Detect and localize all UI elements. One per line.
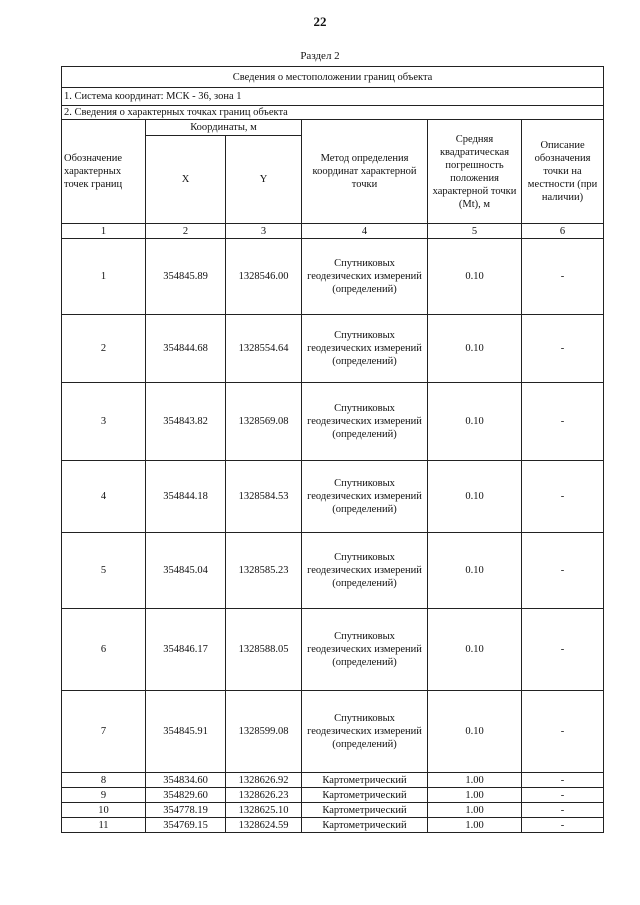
column-number: 1 [62,224,146,239]
method: Спутниковых геодезических измерений (определений) [302,239,428,315]
header-designation: Обозначение характерных точек границ [62,120,146,224]
description: - [522,461,604,533]
error: 1.00 [428,788,522,803]
description: - [522,773,604,788]
coord-y: 1328546.00 [226,239,302,315]
coord-y: 1328554.64 [226,315,302,383]
error: 0.10 [428,691,522,773]
error: 0.10 [428,383,522,461]
description: - [522,239,604,315]
description: - [522,533,604,609]
coord-y: 1328588.05 [226,609,302,691]
coord-x: 354844.68 [146,315,226,383]
column-numbers-row [62,224,604,239]
method: Картометрический [302,803,428,818]
description: - [522,818,604,833]
point-number: 9 [62,788,146,803]
header-x: X [146,136,226,224]
point-number: 8 [62,773,146,788]
method: Спутниковых геодезических измерений (определений) [302,383,428,461]
table-row [62,818,604,833]
coord-y: 1328585.23 [226,533,302,609]
points-heading: 2. Сведения о характерных точках границ объекта [62,106,604,120]
header-coordinates: Координаты, м [146,120,302,136]
table-row [62,773,604,788]
coord-y: 1328626.23 [226,788,302,803]
coord-x: 354845.91 [146,691,226,773]
coord-x: 354769.15 [146,818,226,833]
section-label: Раздел 2 [300,50,340,62]
table-row [62,383,604,461]
coord-y: 1328599.08 [226,691,302,773]
point-number: 1 [62,239,146,315]
description: - [522,315,604,383]
coord-y: 1328626.92 [226,773,302,788]
coord-x: 354843.82 [146,383,226,461]
page-number: 22 [313,14,327,29]
method: Картометрический [302,773,428,788]
column-number: 2 [146,224,226,239]
method: Спутниковых геодезических измерений (определений) [302,461,428,533]
point-number: 7 [62,691,146,773]
coord-x: 354845.89 [146,239,226,315]
coord-x: 354844.18 [146,461,226,533]
error: 0.10 [428,533,522,609]
coord-x: 354845.04 [146,533,226,609]
method: Спутниковых геодезических измерений (определений) [302,533,428,609]
boundary-points-table [61,66,604,833]
point-number: 4 [62,461,146,533]
table-row [62,803,604,818]
table-row [62,691,604,773]
column-number: 3 [226,224,302,239]
method: Картометрический [302,788,428,803]
error: 1.00 [428,818,522,833]
table-row [62,533,604,609]
error: 0.10 [428,239,522,315]
table-row [62,461,604,533]
header-error: Средняя квадратическая погрешность положения характерной точки (Mt), м [428,120,522,224]
table-title: Сведения о местоположении границ объекта [62,67,604,88]
header-method: Метод определения координат характерной точки [302,120,428,224]
point-number: 10 [62,803,146,818]
point-number: 3 [62,383,146,461]
point-number: 11 [62,818,146,833]
coord-x: 354846.17 [146,609,226,691]
coord-x: 354829.60 [146,788,226,803]
coord-y: 1328625.10 [226,803,302,818]
header-y: Y [226,136,302,224]
description: - [522,803,604,818]
description: - [522,383,604,461]
header-description: Описание обозначения точки на местности (при наличии) [522,120,604,224]
column-number: 4 [302,224,428,239]
method: Спутниковых геодезических измерений (определений) [302,691,428,773]
method: Картометрический [302,818,428,833]
error: 0.10 [428,461,522,533]
point-number: 2 [62,315,146,383]
coord-y: 1328584.53 [226,461,302,533]
coord-y: 1328569.08 [226,383,302,461]
column-number: 6 [522,224,604,239]
error: 1.00 [428,803,522,818]
coord-x: 354834.60 [146,773,226,788]
coord-x: 354778.19 [146,803,226,818]
table-row [62,609,604,691]
coord-y: 1328624.59 [226,818,302,833]
error: 1.00 [428,773,522,788]
description: - [522,788,604,803]
method: Спутниковых геодезических измерений (определений) [302,315,428,383]
description: - [522,691,604,773]
error: 0.10 [428,609,522,691]
method: Спутниковых геодезических измерений (определений) [302,609,428,691]
error: 0.10 [428,315,522,383]
coord-system: 1. Система координат: МСК - 36, зона 1 [62,88,604,106]
table-row [62,788,604,803]
description: - [522,609,604,691]
point-number: 5 [62,533,146,609]
table-row [62,315,604,383]
point-number: 6 [62,609,146,691]
column-number: 5 [428,224,522,239]
table-row [62,239,604,315]
